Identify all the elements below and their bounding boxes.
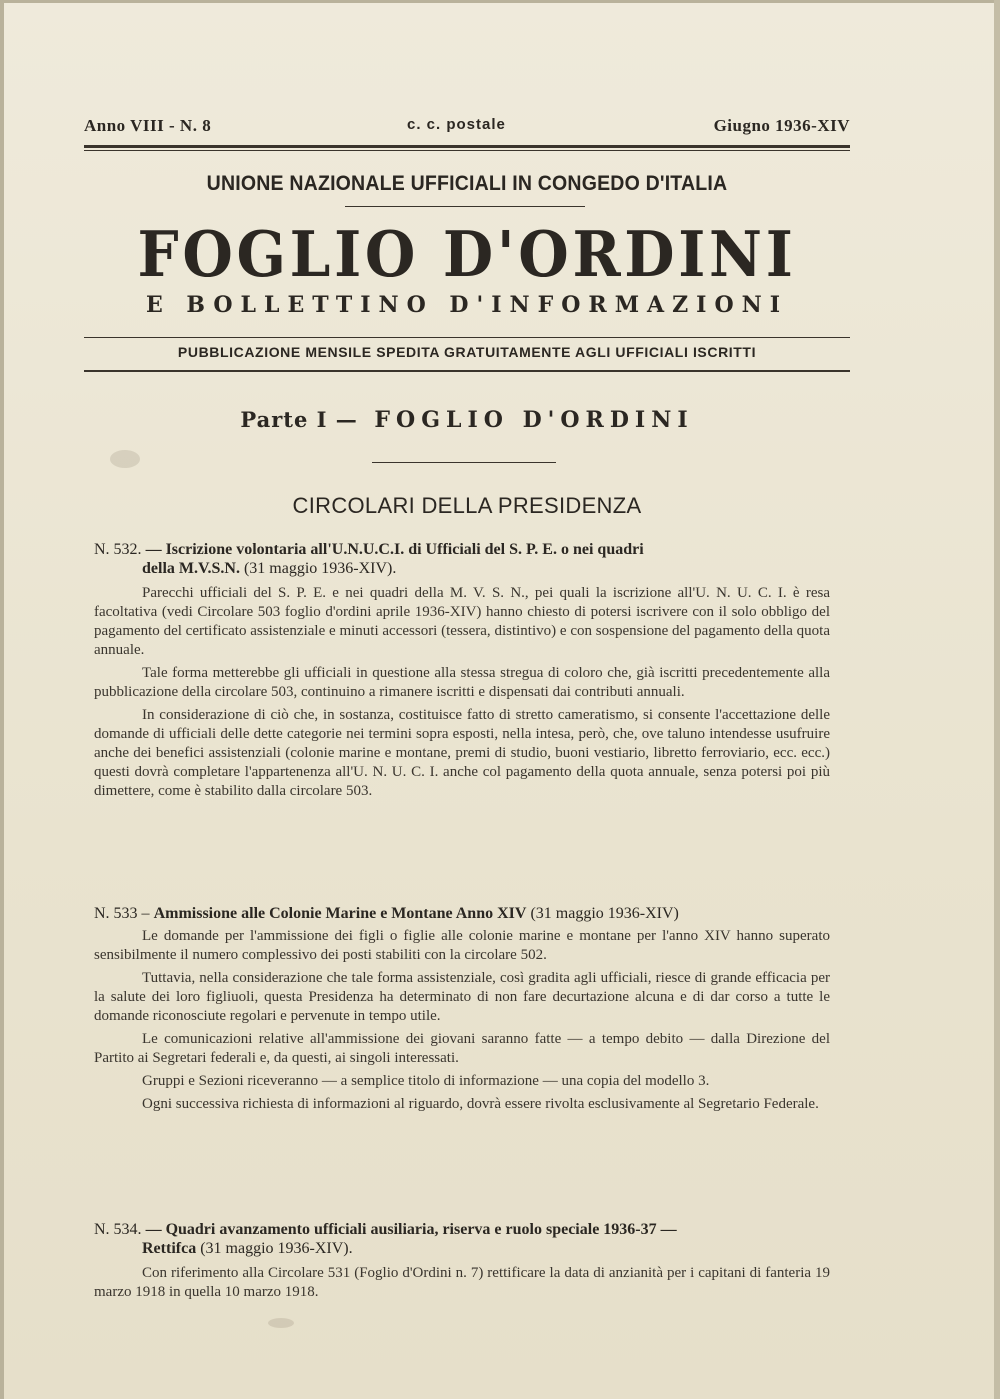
publication-note: PUBBLICAZIONE MENSILE SPEDITA GRATUITAMENTE AGLI UFFICIALI ISCRITTI <box>177 344 757 360</box>
circular-date: (31 maggio 1936-XIV) <box>530 905 679 922</box>
page-edge-top <box>0 0 1000 3</box>
circular-533 <box>94 904 830 1114</box>
page-edge-left <box>0 0 4 1399</box>
paragraph: Tuttavia, nella considerazione che tale forma assistenziale, così gradita agli ufficiali, riesce di grande efficacia per la salute dei loro figliuoli, questa Presidenza ha determinato di non fare decurtazione alcuna e di dar corso a tutte le domande riconosciute regolari e pervenute in tempo utile. <box>94 970 830 1024</box>
circular-heading <box>94 1220 830 1239</box>
circular-heading-cont <box>94 1239 830 1258</box>
page-edge-right <box>994 0 1000 1399</box>
part-label: Parte I — <box>240 407 358 432</box>
masthead <box>84 116 850 142</box>
circular-heading-cont <box>94 559 830 578</box>
issue-number: Anno VIII - N. 8 <box>84 116 212 135</box>
paragraph: Le comunicazioni relative all'ammissione dei giovani saranno fatte — a tempo debito — dalla Direzione del Partito ai Segretari federali e, da questi, ai singoli interessati. <box>94 1031 830 1066</box>
circular-heading <box>94 540 830 559</box>
circular-title: — Quadri avanzamento ufficiali ausiliaria, riserva e ruolo speciale 1936-37 — <box>145 1221 677 1238</box>
circular-heading <box>94 904 830 923</box>
organization-name: UNIONE NAZIONALE UFFICIALI IN CONGEDO D'ITALIA <box>206 172 728 195</box>
part-heading <box>84 407 850 433</box>
part-rule <box>372 462 556 463</box>
circular-date: (31 maggio 1936-XIV). <box>243 560 397 577</box>
organization-rule <box>345 206 585 207</box>
paper-stain <box>110 450 140 468</box>
circular-title: Ammissione alle Colonie Marine e Montane Anno XIV <box>153 905 527 922</box>
paragraph: Con riferimento alla Circolare 531 (Foglio d'Ordini n. 7) rettificare la data di anzianità per i capitani di fanteria 19 marzo 1918 in quella 10 marzo 1918. <box>94 1265 830 1300</box>
paragraph: Gruppi e Sezioni riceveranno — a semplice titolo di informazione — una copia del modello 3. <box>142 1073 710 1089</box>
paragraph: In considerazione di ciò che, in sostanza, costituisce fatto di stretto cameratismo, si consente l'accettazione delle domande di ufficiali delle dette categorie nei termini sopra esposti, nella intesa, però, che, ove taluno intendesse usufruire anche dei benefici assistenziali (colonie marine e montane, premi di studio, buoni vestiario, libretto ferroviario, ecc. ecc.) questi dovrà completare l'appartenenza all'U. N. U. C. I. anche col pagamento della quota annuale, senza potersi poi più dimettere, come è stabilito dalla circolare 503. <box>94 707 830 799</box>
circular-title-cont: Rettifca <box>142 1240 197 1257</box>
circular-number: N. 533 – <box>94 905 150 922</box>
issue-date: Giugno 1936-XIV <box>713 116 850 135</box>
page-title: FOGLIO D'ORDINI <box>137 217 797 291</box>
part-title: FOGLIO D'ORDINI <box>374 407 694 433</box>
circular-534 <box>94 1220 830 1302</box>
circular-532 <box>94 540 830 801</box>
paragraph: Parecchi ufficiali del S. P. E. e nei quadri della M. V. S. N., pei quali la iscrizione all'U. N. U. C. I. è resa facoltativa (vedi Circolare 503 foglio d'ordini aprile 1936-XIV) hanno chiesto di potersi iscrivere con il solo obbligo del pagamento del certificato assistenziale e minuti accessori (tessera, distintivo) e con sospensione del pagamento della quota annuale. <box>94 585 830 658</box>
masthead-rule <box>84 145 850 148</box>
paragraph: Ogni successiva richiesta di informazioni al riguardo, dovrà essere rivolta esclusivamente al Segretario Federale. <box>142 1096 819 1112</box>
masthead-rule-thin <box>84 150 850 151</box>
circular-date: (31 maggio 1936-XIV). <box>200 1240 353 1257</box>
paper-stain <box>268 1318 294 1328</box>
section-title: CIRCOLARI DELLA PRESIDENZA <box>292 493 642 518</box>
publication-rule <box>84 370 850 372</box>
circular-number: N. 534. <box>94 1221 142 1238</box>
subtitle-rule <box>84 337 850 338</box>
page-subtitle: E BOLLETTINO D'INFORMAZIONI <box>145 292 789 318</box>
postal-note: c. c. postale <box>407 116 506 133</box>
circular-title: — Iscrizione volontaria all'U.N.U.C.I. di Ufficiali del S. P. E. o nei quadri <box>145 541 644 558</box>
paragraph: Le domande per l'ammissione dei figli o figlie alle colonie marine e montane per l'anno XIV hanno superato sensibilmente il numero complessivo dei posti stabiliti con la circolare 502. <box>94 928 830 963</box>
paragraph: Tale forma metterebbe gli ufficiali in questione alla stessa stregua di coloro che, già iscritti precedentemente alla pubblicazione della circolare 503, continuino a rimanere iscritti e dispensati dai contributi annuali. <box>94 665 830 700</box>
circular-number: N. 532. <box>94 541 142 558</box>
circular-title-cont: della M.V.S.N. <box>142 560 240 577</box>
